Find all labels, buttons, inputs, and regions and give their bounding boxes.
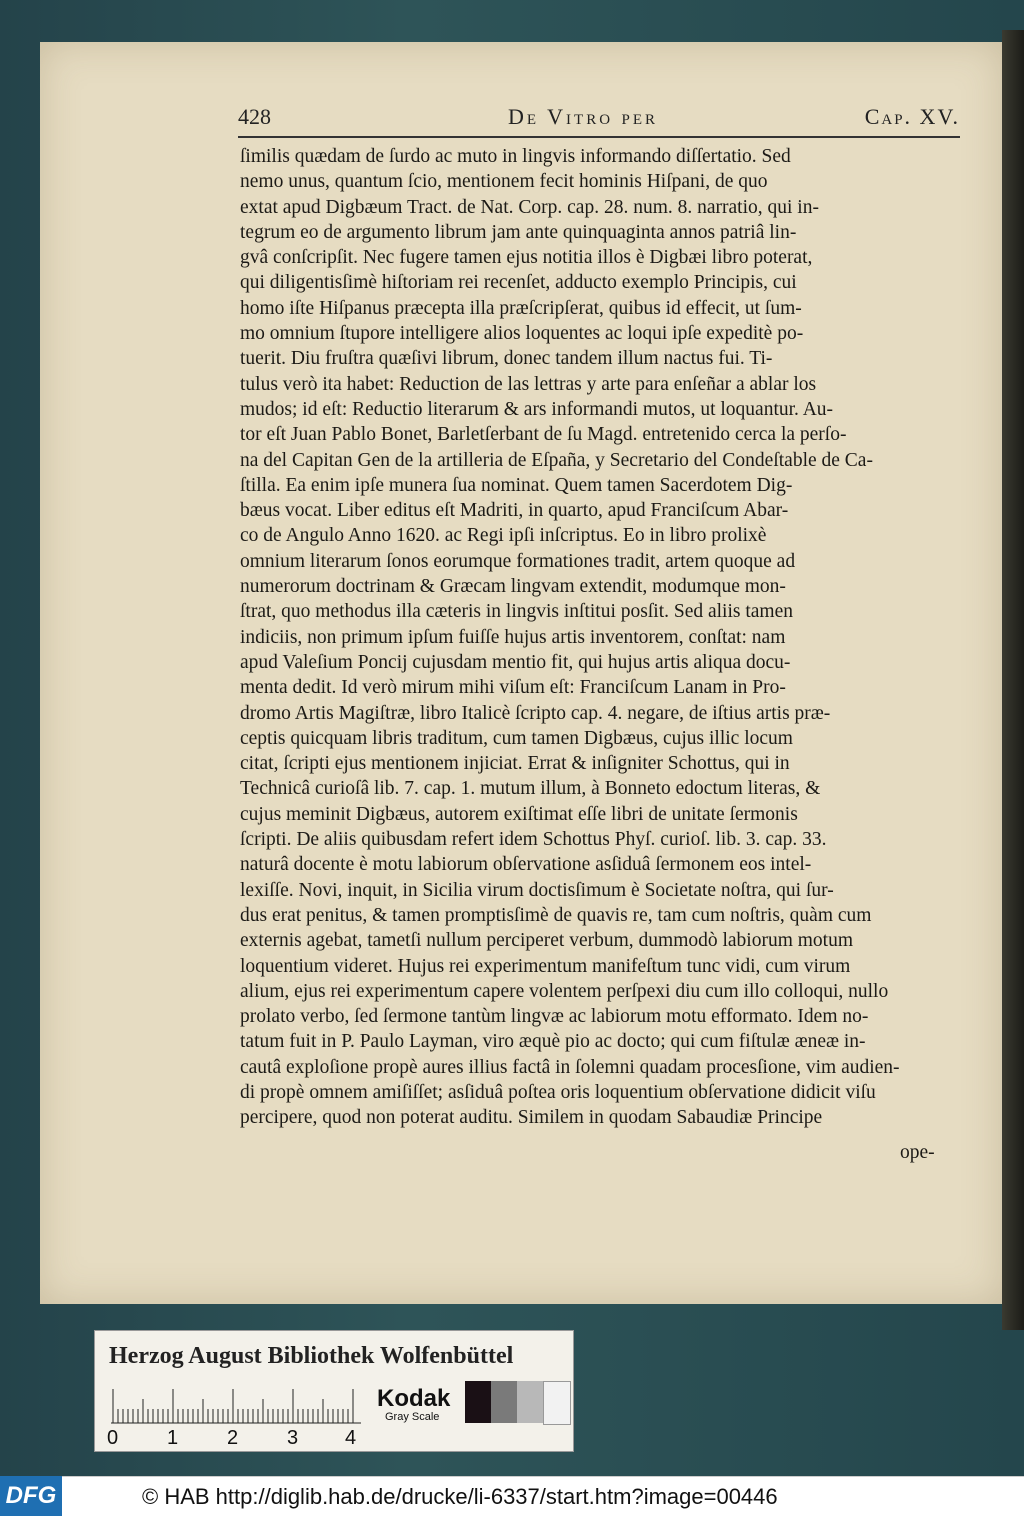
text-line: ceptis quicquam libris traditum, cum tamen Digbæus, cujus illic locum: [240, 727, 793, 749]
text-line: cautâ exploſione propè aures illius factâ in ſolemni quadam procesſione, vim audien-: [240, 1056, 900, 1078]
ruler: [111, 1385, 361, 1425]
text-line: loquentium videret. Hujus rei experimentum manifeſtum tunc vidi, cum virum: [240, 955, 851, 977]
text-line: externis agebat, tametſi nullum perciperet verbum, dummodò labiorum motum: [240, 930, 854, 952]
text-line: na del Capitan Gen de la artilleria de Eſpaña, y Secretario del Condeſtable de Ca-: [240, 449, 873, 471]
gray-swatch: [517, 1381, 543, 1423]
text-line: tuerit. Diu fruſtra quæſivi librum, donec tandem illum nactus fui. Ti-: [240, 348, 773, 370]
ruler-number: 1: [167, 1427, 179, 1449]
text-line: omnium literarum ſonos eorumque formationes tradit, artem quoque ad: [240, 550, 796, 572]
text-line: nemo unus, quantum ſcio, mentionem fecit hominis Hiſpani, de quo: [240, 171, 768, 193]
text-line: numerorum doctrinam & Græcam lingvam extendit, modumque mon-: [240, 576, 786, 598]
text-line: mudos; id eſt: Reductio literarum & ars informandi mutos, ut loquantur. Au-: [240, 398, 834, 420]
text-line: Technicâ curioſâ lib. 7. cap. 1. mutum illum, à Bonneto edoctum literas, &: [240, 778, 821, 800]
page-header: [238, 104, 960, 134]
running-title: De Vitro per: [508, 104, 659, 129]
text-line: tulus verò ita habet: Reduction de las lettras y arte para enſeñar a ablar los: [240, 373, 817, 395]
copyright-link[interactable]: © HAB http://diglib.hab.de/drucke/li-6337/start.htm?image=00446: [142, 1484, 778, 1509]
book-spine: [1002, 30, 1024, 1330]
text-line: tatum fuit in P. Paulo Layman, viro æquè pio ac docto; qui cum fiſtulæ æneæ in-: [240, 1031, 866, 1053]
header-rule: [238, 136, 960, 138]
page-number: 428: [238, 104, 271, 129]
gray-swatch: [491, 1381, 517, 1423]
text-line: ſimilis quædam de ſurdo ac muto in lingvis informando diſſertatio. Sed: [240, 146, 791, 167]
ruler-number: 3: [287, 1427, 299, 1449]
text-line: indiciis, non primum ipſum fuiſſe hujus artis inventorem, conſtat: nam: [240, 626, 786, 648]
text-line: co de Angulo Anno 1620. ac Regi ipſi inſcriptus. Eo in libro prolixè: [240, 525, 767, 547]
text-line: tor eſt Juan Pablo Bonet, Barletſerbant de ſu Magd. entretenido cerca la perſo-: [240, 424, 847, 446]
text-line: di propè omnem amiſiſſet; asſiduâ poſtea oris loquentium obſervatione didicit viſu: [240, 1081, 876, 1103]
text-line: citat, ſcripti ejus mentionem injiciat. Errat & inſigniter Schottus, qui in: [240, 753, 790, 775]
color-calibration-card: [94, 1330, 574, 1452]
text-line: dromo Artis Magiſtræ, libro Italicè ſcripto cap. 4. negare, de iſtius artis præ-: [240, 702, 831, 724]
text-line: apud Valeſium Poncij cujusdam mentio fit, qui hujus artis aliqua docu-: [240, 651, 791, 673]
ruler-number: 2: [227, 1427, 239, 1449]
dfg-logo: DFG: [0, 1476, 62, 1516]
body-text: [240, 144, 962, 1131]
text-line: extat apud Digbæum Tract. de Nat. Corp. cap. 28. num. 8. narratio, qui in-: [240, 196, 819, 218]
text-line: gvâ conſcripſit. Nec fugere tamen ejus notitia illos è Digbæi libro poterat,: [240, 247, 813, 269]
ruler-number: 4: [345, 1427, 357, 1449]
text-line: bæus vocat. Liber editus eſt Madriti, in quarto, apud Franciſcum Abar-: [240, 500, 789, 522]
text-line: dus erat penitus, & tamen promptisſimè de quavis re, tam cum noſtris, quàm cum: [240, 904, 872, 926]
text-line: ſtrat, quo methodus illa cæteris in lingvis inſtitui posſit. Sed aliis tamen: [240, 601, 793, 623]
text-line: prolato verbo, ſed ſermone tantùm lingvæ ac labiorum motu efformato. Idem no-: [240, 1006, 869, 1028]
catchword: ope-: [900, 1142, 935, 1163]
text-line: naturâ docente è motu labiorum obſervatione asſiduâ ſermonem eos intel-: [240, 854, 812, 876]
gray-swatch: [465, 1381, 491, 1423]
card-title: Herzog August Bibliothek Wolfenbüttel: [109, 1343, 514, 1369]
text-line: tegrum eo de argumento librum jam ante quinquaginta annos patriâ lin-: [240, 221, 797, 243]
kodak-logo: Kodak: [377, 1385, 451, 1412]
gray-scale-label: Gray Scale: [385, 1411, 440, 1423]
gray-swatch: [543, 1381, 571, 1425]
text-line: alium, ejus rei experimentum capere volentem perſpexi diu cum illo colloqui, nullo: [240, 980, 889, 1002]
ruler-number: 0: [107, 1427, 119, 1449]
text-line: mo omnium ſtupore intelligere alios loquentes ac loqui ipſe expeditè po-: [240, 323, 804, 345]
text-line: menta dedit. Id verò mirum mihi viſum eſt: Franciſcum Lanam in Pro-: [240, 677, 786, 699]
text-line: lexiſſe. Novi, inquit, in Sicilia virum doctisſimum è Societate noſtra, qui ſur-: [240, 879, 834, 901]
text-line: qui diligentisſimè hiſtoriam rei recenſet, adducto exemplo Principis, cui: [240, 272, 797, 294]
text-line: percipere, quod non poterat auditu. Similem in quodam Sabaudiæ Principe: [240, 1107, 823, 1129]
chapter-label: Cap. XV.: [864, 104, 960, 129]
text-line: ſcripti. De aliis quibusdam refert idem Schottus Phyſ. curioſ. lib. 3. cap. 33.: [240, 829, 827, 851]
text-line: cujus meminit Digbæus, autorem exiſtimat eſſe libri de unitate ſermonis: [240, 803, 798, 825]
text-line: ſtilla. Ea enim ipſe munera ſua nominat. Quem tamen Sacerdotem Dig-: [240, 474, 793, 496]
text-line: homo iſte Hiſpanus præcepta illa præſcripſerat, quibus id effecit, ut ſum-: [240, 297, 802, 319]
